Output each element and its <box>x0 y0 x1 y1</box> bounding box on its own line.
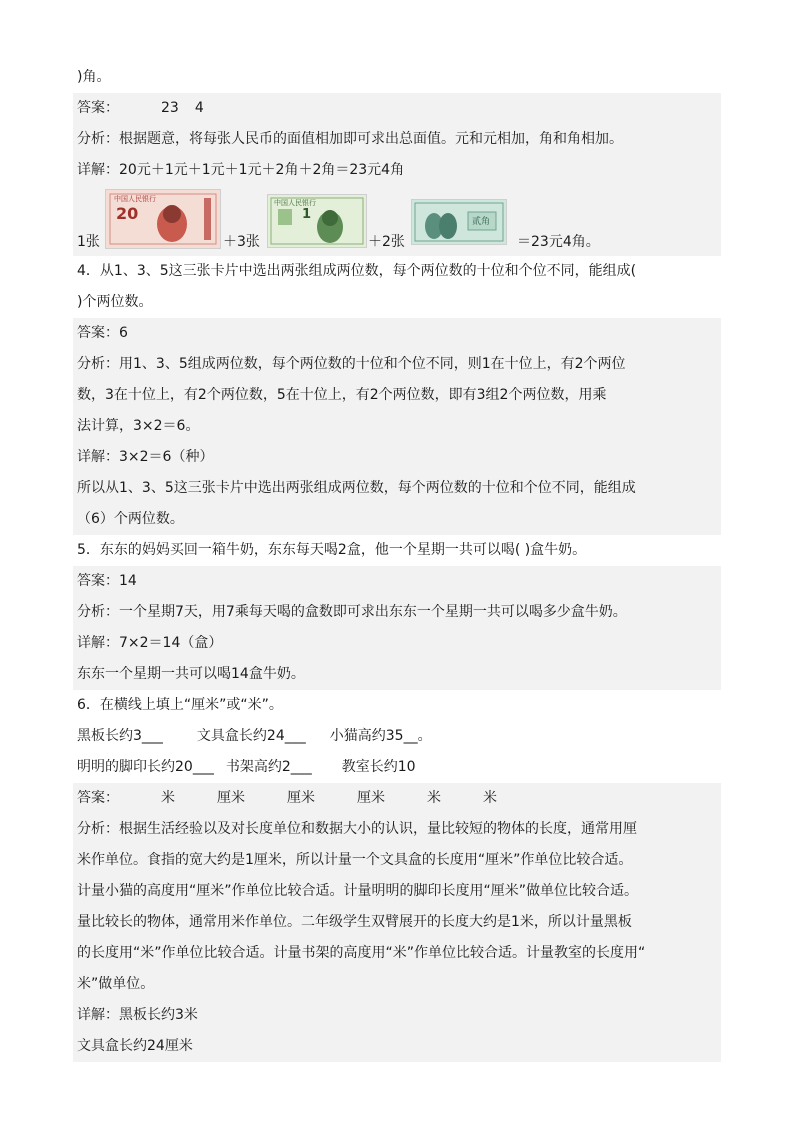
analysis-6-line-5: 的长度用“米”作单位比较合适。计量书架的高度用“米”作单位比较合适。计量教室的长度用“ <box>73 938 721 969</box>
question-5: 5．东东的妈妈买回一箱牛奶，东东每天喝2盒，他一个星期一共可以喝( )盒牛奶。 <box>77 542 587 558</box>
analysis-6-line-1: 分析：根据生活经验以及对长度单位和数据大小的认识，量比较短的物体的长度，通常用厘 <box>73 814 721 845</box>
question-6-row-2 <box>73 752 721 783</box>
q6-item-blackboard: 黑板长约3___ <box>77 728 163 744</box>
q6-item-pencil-box: 文具盒长约24___ <box>196 728 306 744</box>
q6-item-classroom: 教室长约10 <box>341 759 416 775</box>
analysis-5: 分析：一个星期7天，用7乘每天喝的盒数即可求出东东一个星期一共可以喝多少盒牛奶。 <box>73 597 721 628</box>
detail-6-line-1: 详解：黑板长约3米 <box>73 1000 721 1031</box>
analysis-line: 分析：根据题意，将每张人民币的面值相加即可求出总面值。元和元相加，角和角相加。 <box>73 124 721 155</box>
analysis-6-line-3: 计量小猫的高度用“厘米”作单位比较合适。计量明明的脚印长度用“厘米”做单位比较合适。 <box>73 876 721 907</box>
answer-6-label: 答案： <box>77 790 119 806</box>
analysis-6-line-2: 米作单位。食指的宽大约是1厘米，所以计量一个文具盒的长度用“厘米”作单位比较合适。 <box>73 845 721 876</box>
money-count-3: ＋2张 <box>368 234 405 250</box>
banknote-2-jiao <box>411 199 507 245</box>
detail-4-line-1: 详解：3×2＝6（种） <box>73 442 721 473</box>
answer-6 <box>73 783 721 814</box>
banknote-20-caption: 中国人民银行 <box>114 195 156 203</box>
detail-5-line-2: 东东一个星期一共可以喝14盒牛奶。 <box>73 659 721 690</box>
answer-6-value: 厘米 <box>357 790 385 806</box>
banknote-2-jiao-value: 贰角 <box>472 217 491 227</box>
document-page <box>73 62 721 1062</box>
answer-6-value: 米 <box>483 790 497 806</box>
money-count-2: ＋3张 <box>223 234 260 250</box>
banknote-1-caption: 中国人民银行 <box>274 199 316 207</box>
answer-6-value: 米 <box>427 790 441 806</box>
banknote-20-value: 20 <box>116 204 139 223</box>
detail-6-line-2: 文具盒长约24厘米 <box>73 1031 721 1062</box>
answer-5: 答案：14 <box>73 566 721 597</box>
answer-label: 答案： <box>77 100 119 116</box>
detail-4-line-2: 所以从1、3、5这三张卡片中选出两张组成两位数，每个两位数的十位和个位不同，能组成 <box>73 473 721 504</box>
q6-item-bookshelf: 书架高约2___ <box>225 759 312 775</box>
answer-value-yuan: 23 <box>161 100 179 116</box>
analysis-4-line-3: 法计算，3×2＝6。 <box>73 411 721 442</box>
question-6-row-1 <box>73 721 721 752</box>
analysis-6-line-4: 量比较长的物体，通常用米作单位。二年级学生双臂展开的长度大约是1米，所以计量黑板 <box>73 907 721 938</box>
q6-item-footprint: 明明的脚印长约20___ <box>77 759 214 775</box>
q6-item-kitten: 小猫高约35__。 <box>329 728 432 744</box>
money-count-1: 1张 <box>77 234 100 250</box>
detail-5-line-1: 详解：7×2＝14（盒） <box>73 628 721 659</box>
answer-value-jiao: 4 <box>194 100 204 116</box>
question-6: 6．在横线上填上“厘米”或“米”。 <box>77 697 283 713</box>
answer-6-value: 厘米 <box>287 790 315 806</box>
money-illustration-row <box>73 186 721 256</box>
text-line: )角。 <box>77 69 111 85</box>
banknote-1-yuan <box>267 194 367 248</box>
answer-6-value: 米 <box>161 790 175 806</box>
analysis-4-line-1: 分析：用1、3、5组成两位数，每个两位数的十位和个位不同，则1在十位上，有2个两位 <box>73 349 721 380</box>
answer-6-value: 厘米 <box>217 790 245 806</box>
detail-line: 详解：20元＋1元＋1元＋1元＋2角＋2角＝23元4角 <box>73 155 721 186</box>
question-4-line-1: 4．从1、3、5这三张卡片中选出两张组成两位数，每个两位数的十位和个位不同，能组成( <box>77 263 637 279</box>
answer-4: 答案：6 <box>73 318 721 349</box>
question-4-line-2: )个两位数。 <box>77 294 153 310</box>
detail-4-line-3: （6）个两位数。 <box>73 504 721 535</box>
money-total: ＝23元4角。 <box>517 234 600 250</box>
analysis-4-line-2: 数，3在十位上，有2个两位数，5在十位上，有2个两位数，即有3组2个两位数，用乘 <box>73 380 721 411</box>
banknote-1-value: 1 <box>302 207 312 222</box>
analysis-6-line-6: 米”做单位。 <box>73 969 721 1000</box>
answer-line <box>73 93 721 124</box>
banknote-20-yuan <box>105 189 221 249</box>
